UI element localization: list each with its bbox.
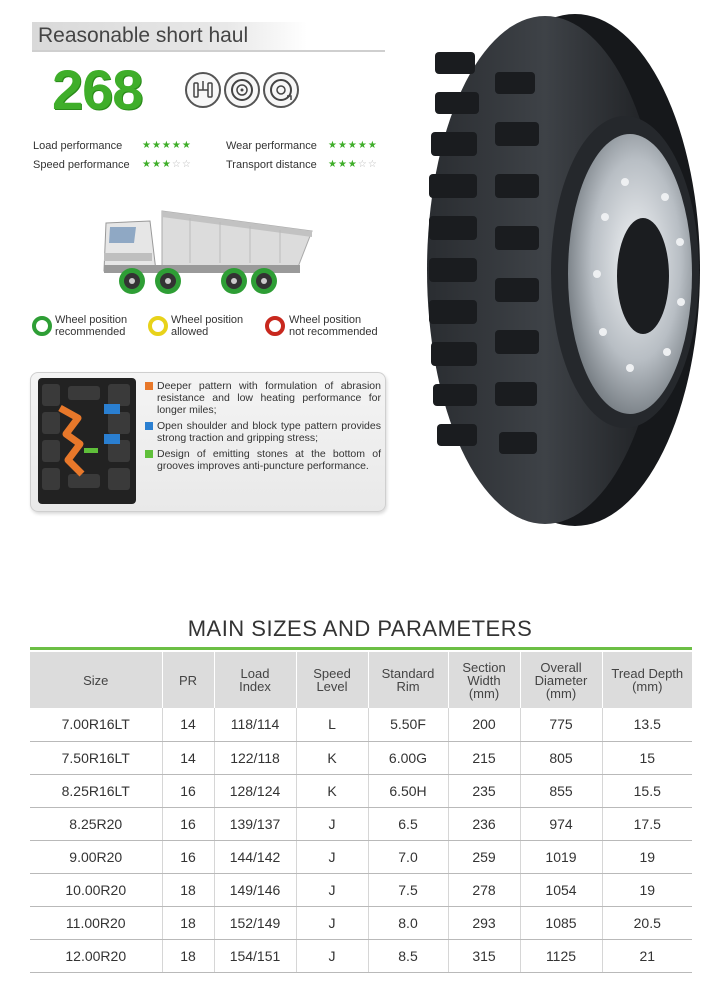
cell-tread-depth: 17.5	[602, 807, 692, 840]
cell-standard-rim: 5.50F	[368, 708, 448, 741]
cell-standard-rim: 6.00G	[368, 741, 448, 774]
cell-tread-depth: 19	[602, 873, 692, 906]
cell-size: 8.25R20	[30, 807, 162, 840]
page-title: Reasonable short haul	[38, 24, 249, 47]
col-header-standard-rim: Standard Rim	[368, 652, 448, 708]
cell-speed-level: J	[296, 807, 368, 840]
model-number: 268	[52, 58, 143, 121]
cell-speed-level: J	[296, 840, 368, 873]
cell-overall-diameter: 775	[520, 708, 602, 741]
trailer-wheel-icon	[263, 72, 299, 108]
col-header-speed-level: Speed Level	[296, 652, 368, 708]
cell-speed-level: K	[296, 741, 368, 774]
table-row	[30, 939, 692, 972]
cell-size: 11.00R20	[30, 906, 162, 939]
table-row	[30, 774, 692, 807]
feature-item: Design of emitting stones at the bottom of grooves improves anti-puncture performance.	[145, 448, 381, 472]
table-header-row	[30, 652, 692, 708]
feature-item: Deeper pattern with formulation of abrasion resistance and low heating performance for longer miles;	[145, 380, 381, 416]
tread-pattern-icon	[38, 378, 136, 504]
green-bullet-icon	[145, 450, 153, 458]
cell-size: 10.00R20	[30, 873, 162, 906]
cell-pr: 14	[162, 741, 214, 774]
rating-stars-load: ★★★★★	[142, 140, 192, 151]
cell-speed-level: J	[296, 873, 368, 906]
cell-section-width: 315	[448, 939, 520, 972]
cell-tread-depth: 19	[602, 840, 692, 873]
dump-truck-illustration	[100, 203, 316, 299]
cell-tread-depth: 20.5	[602, 906, 692, 939]
legend-not-recommended: Wheel position not recommended	[289, 314, 378, 338]
rating-label-distance: Transport distance	[226, 159, 317, 171]
legend-allowed-icon	[148, 316, 168, 336]
cell-size: 8.25R16LT	[30, 774, 162, 807]
cell-overall-diameter: 1085	[520, 906, 602, 939]
legend-recommended-icon	[32, 316, 52, 336]
rating-stars-wear: ★★★★★	[328, 140, 378, 151]
table-row	[30, 741, 692, 774]
cell-overall-diameter: 805	[520, 741, 602, 774]
cell-section-width: 278	[448, 873, 520, 906]
cell-speed-level: J	[296, 939, 368, 972]
cell-overall-diameter: 1054	[520, 873, 602, 906]
cell-section-width: 235	[448, 774, 520, 807]
col-header-pr: PR	[162, 652, 214, 708]
col-header-section-width: Section Width (mm)	[448, 652, 520, 708]
section-divider	[30, 647, 692, 650]
cell-load-index: 144/142	[214, 840, 296, 873]
cell-standard-rim: 7.5	[368, 873, 448, 906]
cell-load-index: 122/118	[214, 741, 296, 774]
orange-bullet-icon	[145, 382, 153, 390]
cell-load-index: 152/149	[214, 906, 296, 939]
cell-tread-depth: 15	[602, 741, 692, 774]
steer-axle-icon	[185, 72, 221, 108]
cell-overall-diameter: 1125	[520, 939, 602, 972]
cell-pr: 18	[162, 873, 214, 906]
cell-overall-diameter: 855	[520, 774, 602, 807]
rating-label-wear: Wear performance	[226, 140, 317, 152]
parameters-table	[30, 652, 692, 973]
cell-pr: 18	[162, 939, 214, 972]
blue-bullet-icon	[145, 422, 153, 430]
cell-load-index: 128/124	[214, 774, 296, 807]
table-row	[30, 906, 692, 939]
cell-standard-rim: 7.0	[368, 840, 448, 873]
tire-product-image	[425, 12, 700, 527]
cell-size: 7.00R16LT	[30, 708, 162, 741]
cell-load-index: 154/151	[214, 939, 296, 972]
cell-speed-level: K	[296, 774, 368, 807]
cell-standard-rim: 6.50H	[368, 774, 448, 807]
cell-section-width: 215	[448, 741, 520, 774]
cell-standard-rim: 8.5	[368, 939, 448, 972]
cell-section-width: 293	[448, 906, 520, 939]
legend-allowed: Wheel position allowed	[171, 314, 244, 338]
cell-standard-rim: 8.0	[368, 906, 448, 939]
cell-pr: 18	[162, 906, 214, 939]
cell-overall-diameter: 1019	[520, 840, 602, 873]
legend-recommended: Wheel position recommended	[55, 314, 128, 338]
cell-speed-level: L	[296, 708, 368, 741]
cell-size: 12.00R20	[30, 939, 162, 972]
cell-size: 9.00R20	[30, 840, 162, 873]
cell-tread-depth: 21	[602, 939, 692, 972]
feature-item: Open shoulder and block type pattern provides strong traction and gripping stress;	[145, 420, 381, 444]
cell-load-index: 149/146	[214, 873, 296, 906]
cell-pr: 16	[162, 840, 214, 873]
rating-label-load: Load performance	[33, 140, 123, 152]
cell-pr: 14	[162, 708, 214, 741]
col-header-size: Size	[30, 652, 162, 708]
cell-tread-depth: 13.5	[602, 708, 692, 741]
table-row	[30, 873, 692, 906]
drive-wheel-icon	[224, 72, 260, 108]
cell-overall-diameter: 974	[520, 807, 602, 840]
cell-section-width: 236	[448, 807, 520, 840]
cell-load-index: 139/137	[214, 807, 296, 840]
table-row	[30, 708, 692, 741]
legend-not-recommended-icon	[265, 316, 285, 336]
table-row	[30, 840, 692, 873]
cell-tread-depth: 15.5	[602, 774, 692, 807]
feature-list	[145, 380, 381, 476]
cell-size: 7.50R16LT	[30, 741, 162, 774]
col-header-load-index: Load Index	[214, 652, 296, 708]
cell-pr: 16	[162, 774, 214, 807]
table-row	[30, 807, 692, 840]
cell-section-width: 200	[448, 708, 520, 741]
section-title: MAIN SIZES AND PARAMETERS	[187, 616, 533, 641]
cell-pr: 16	[162, 807, 214, 840]
cell-load-index: 118/114	[214, 708, 296, 741]
cell-section-width: 259	[448, 840, 520, 873]
rating-stars-distance: ★★★☆☆	[328, 159, 378, 170]
col-header-overall-diameter: Overall Diameter (mm)	[520, 652, 602, 708]
col-header-tread-depth: Tread Depth (mm)	[602, 652, 692, 708]
cell-standard-rim: 6.5	[368, 807, 448, 840]
rating-stars-speed: ★★★☆☆	[142, 159, 192, 170]
rating-label-speed: Speed performance	[33, 159, 130, 171]
cell-speed-level: J	[296, 906, 368, 939]
